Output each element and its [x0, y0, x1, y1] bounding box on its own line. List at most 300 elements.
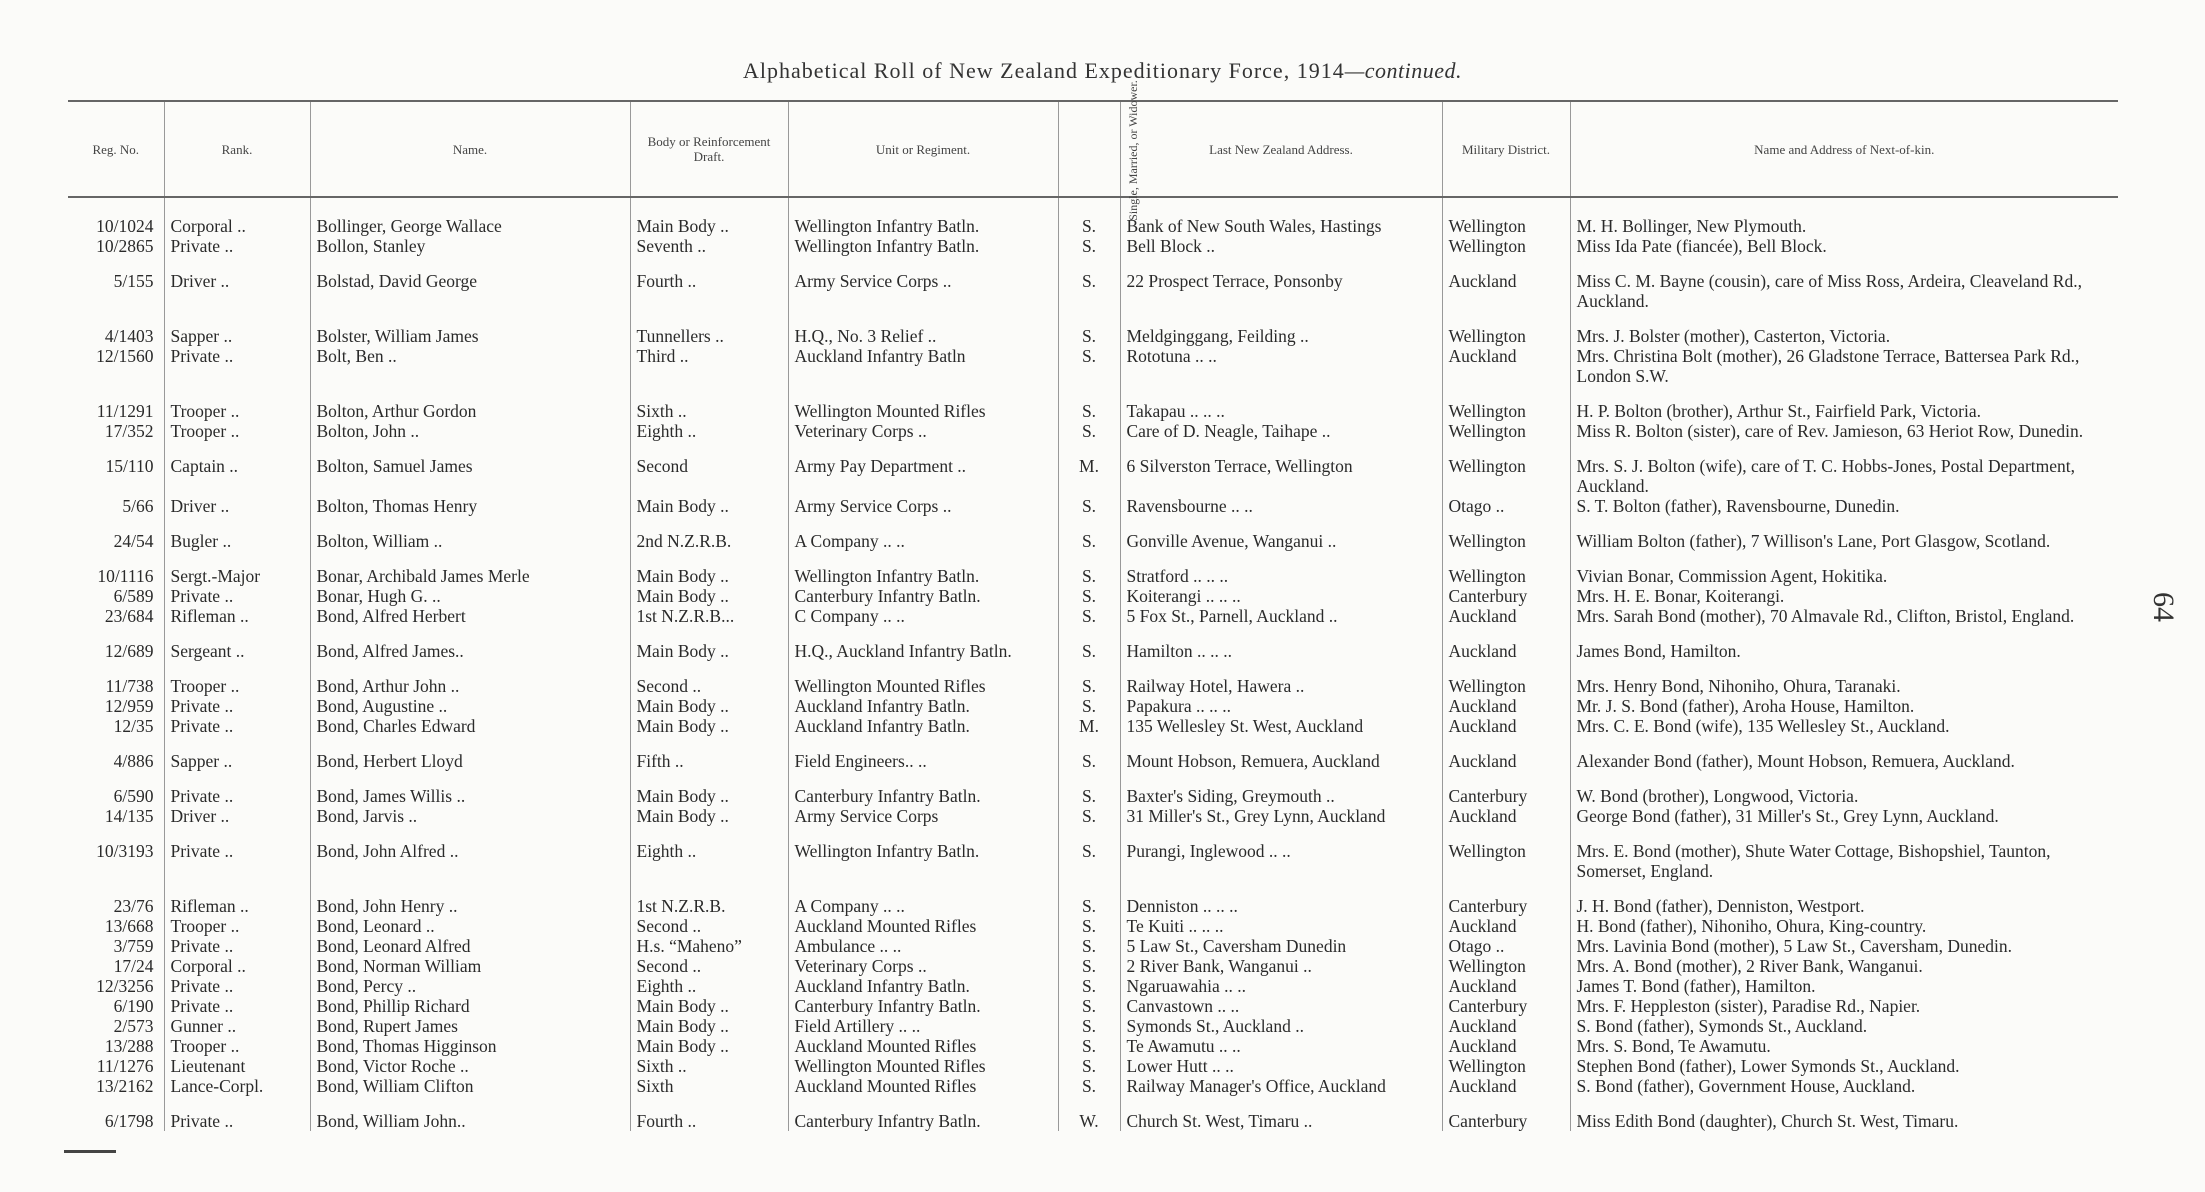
- reg-no-cell: 11/738: [105, 676, 154, 696]
- address-cell: Canvastown .. ..: [1120, 996, 1442, 1016]
- name-cell: Bond, Thomas Higginson: [310, 1036, 630, 1056]
- district-cell: Wellington: [1442, 441, 1570, 496]
- col-header-marital-label: Single, Married, or Widower.: [1125, 79, 1140, 221]
- next-of-kin-cell: William Bolton (father), 7 Willison's Lane, Port Glasgow, Scotland.: [1570, 516, 2118, 551]
- unit-cell: Auckland Infantry Batln.: [788, 976, 1058, 996]
- district-cell: Wellington: [1442, 661, 1570, 696]
- page-number: 64: [2147, 592, 2180, 622]
- name-cell: Bonar, Hugh G. ..: [310, 586, 630, 606]
- unit-cell: Auckland Mounted Rifles: [788, 1036, 1058, 1056]
- col-header-marital: [1058, 79, 1140, 221]
- reg-no-cell: 15/110: [105, 456, 154, 476]
- unit-cell: Canterbury Infantry Batln.: [788, 996, 1058, 1016]
- marital-cell: S.: [1058, 826, 1120, 881]
- unit-cell: Field Engineers.. ..: [788, 736, 1058, 771]
- name-cell: Bond, Alfred James..: [310, 626, 630, 661]
- body-cell: Second: [630, 441, 788, 496]
- rank-cell: Trooper ..: [164, 1036, 310, 1056]
- unit-cell: Army Service Corps ..: [788, 256, 1058, 311]
- rank-cell: Driver ..: [164, 496, 310, 516]
- margin-rule: [64, 1150, 116, 1153]
- next-of-kin-cell: Mrs. F. Heppleston (sister), Paradise Rd., Napier.: [1570, 996, 2118, 1016]
- marital-cell: S.: [1058, 881, 1120, 916]
- reg-no-cell: 17/24: [113, 956, 154, 976]
- unit-cell: H.Q., No. 3 Relief ..: [788, 311, 1058, 346]
- district-cell: Wellington: [1442, 551, 1570, 586]
- reg-no-cell: 12/689: [104, 641, 154, 661]
- table-row: [68, 1016, 2118, 1036]
- marital-cell: S.: [1058, 551, 1120, 586]
- rank-cell: Sergt.-Major: [164, 551, 310, 586]
- title-continued: —continued.: [1344, 58, 1463, 83]
- marital-cell: S.: [1058, 771, 1120, 806]
- body-cell: 1st N.Z.R.B.: [630, 881, 788, 916]
- name-cell: Bollon, Stanley: [310, 236, 630, 256]
- name-cell: Bond, Rupert James: [310, 1016, 630, 1036]
- body-cell: Eighth ..: [630, 421, 788, 441]
- roll-body: [68, 197, 2118, 1131]
- reg-no-cell: 10/3193: [96, 841, 154, 861]
- rank-cell: Trooper ..: [164, 386, 310, 421]
- next-of-kin-cell: Mrs. Christina Bolt (mother), 26 Gladstone Terrace, Battersea Park Rd., London S.W.: [1570, 346, 2118, 386]
- next-of-kin-cell: Alexander Bond (father), Mount Hobson, Remuera, Auckland.: [1570, 736, 2118, 771]
- name-cell: Bond, Leonard Alfred: [310, 936, 630, 956]
- name-cell: Bond, Phillip Richard: [310, 996, 630, 1016]
- body-cell: Third ..: [630, 346, 788, 386]
- roll-table: [68, 79, 2118, 1131]
- rank-cell: Corporal ..: [164, 956, 310, 976]
- district-cell: Wellington: [1442, 1056, 1570, 1076]
- marital-cell: S.: [1058, 696, 1120, 716]
- rank-cell: Bugler ..: [164, 516, 310, 551]
- next-of-kin-cell: M. H. Bollinger, New Plymouth.: [1570, 197, 2118, 236]
- next-of-kin-cell: Mrs. Sarah Bond (mother), 70 Almavale Rd., Clifton, Bristol, England.: [1570, 606, 2118, 626]
- body-cell: Main Body ..: [630, 1036, 788, 1056]
- address-cell: Ravensbourne .. ..: [1120, 496, 1442, 516]
- col-header-district: Military District.: [1442, 101, 1570, 197]
- district-cell: Auckland: [1442, 976, 1570, 996]
- col-header-name: Name.: [310, 101, 630, 197]
- address-cell: Symonds St., Auckland ..: [1120, 1016, 1442, 1036]
- body-cell: Sixth: [630, 1076, 788, 1096]
- table-row: [68, 826, 2118, 881]
- marital-cell: S.: [1058, 1016, 1120, 1036]
- table-row: [68, 586, 2118, 606]
- next-of-kin-cell: S. Bond (father), Symonds St., Auckland.: [1570, 1016, 2118, 1036]
- district-cell: Wellington: [1442, 516, 1570, 551]
- body-cell: Main Body ..: [630, 551, 788, 586]
- reg-no-cell: 11/1276: [96, 1056, 154, 1076]
- next-of-kin-cell: James T. Bond (father), Hamilton.: [1570, 976, 2118, 996]
- marital-cell: S.: [1058, 496, 1120, 516]
- district-cell: Auckland: [1442, 916, 1570, 936]
- col-header-kin: Name and Address of Next-of-kin.: [1570, 101, 2118, 197]
- rank-cell: Private ..: [164, 346, 310, 386]
- reg-no-cell: 6/190: [113, 996, 154, 1016]
- rank-cell: Private ..: [164, 696, 310, 716]
- name-cell: Bond, Norman William: [310, 956, 630, 976]
- table-row: [68, 197, 2118, 236]
- table-row: [68, 1076, 2118, 1096]
- unit-cell: Auckland Infantry Batln.: [788, 716, 1058, 736]
- address-cell: Gonville Avenue, Wanganui ..: [1120, 516, 1442, 551]
- district-cell: Canterbury: [1442, 881, 1570, 916]
- marital-cell: S.: [1058, 661, 1120, 696]
- rank-cell: Sergeant ..: [164, 626, 310, 661]
- reg-no-cell: 23/684: [104, 606, 154, 626]
- next-of-kin-cell: Mrs. Henry Bond, Nihoniho, Ohura, Taranaki.: [1570, 661, 2118, 696]
- reg-no-cell: 13/2162: [96, 1076, 154, 1096]
- marital-cell: S.: [1058, 421, 1120, 441]
- table-row: [68, 236, 2118, 256]
- marital-cell: S.: [1058, 256, 1120, 311]
- marital-cell: S.: [1058, 586, 1120, 606]
- name-cell: Bolton, Thomas Henry: [310, 496, 630, 516]
- district-cell: Auckland: [1442, 346, 1570, 386]
- name-cell: Bolstad, David George: [310, 256, 630, 311]
- address-cell: Railway Manager's Office, Auckland: [1120, 1076, 1442, 1096]
- district-cell: Auckland: [1442, 806, 1570, 826]
- marital-cell: S.: [1058, 346, 1120, 386]
- body-cell: Second ..: [630, 661, 788, 696]
- marital-cell: S.: [1058, 806, 1120, 826]
- marital-cell: S.: [1058, 386, 1120, 421]
- address-cell: Ngaruawahia .. ..: [1120, 976, 1442, 996]
- name-cell: Bollinger, George Wallace: [310, 197, 630, 236]
- unit-cell: A Company .. ..: [788, 881, 1058, 916]
- name-cell: Bolton, Arthur Gordon: [310, 386, 630, 421]
- marital-cell: S.: [1058, 936, 1120, 956]
- name-cell: Bolton, William ..: [310, 516, 630, 551]
- rank-cell: Trooper ..: [164, 916, 310, 936]
- next-of-kin-cell: Mrs. J. Bolster (mother), Casterton, Victoria.: [1570, 311, 2118, 346]
- unit-cell: Auckland Mounted Rifles: [788, 1076, 1058, 1096]
- reg-no-cell: 10/1116: [97, 566, 154, 586]
- name-cell: Bond, Percy ..: [310, 976, 630, 996]
- table-row: [68, 771, 2118, 806]
- body-cell: Sixth ..: [630, 1056, 788, 1076]
- address-cell: 5 Law St., Caversham Dunedin: [1120, 936, 1442, 956]
- reg-no-cell: 3/759: [113, 936, 154, 956]
- unit-cell: Wellington Mounted Rifles: [788, 661, 1058, 696]
- rank-cell: Gunner ..: [164, 1016, 310, 1036]
- next-of-kin-cell: George Bond (father), 31 Miller's St., Grey Lynn, Auckland.: [1570, 806, 2118, 826]
- address-cell: 2 River Bank, Wanganui ..: [1120, 956, 1442, 976]
- address-cell: Hamilton .. .. ..: [1120, 626, 1442, 661]
- body-cell: Eighth ..: [630, 826, 788, 881]
- body-cell: Main Body ..: [630, 771, 788, 806]
- next-of-kin-cell: S. T. Bolton (father), Ravensbourne, Dunedin.: [1570, 496, 2118, 516]
- rank-cell: Private ..: [164, 996, 310, 1016]
- name-cell: Bolton, Samuel James: [310, 441, 630, 496]
- address-cell: Takapau .. .. ..: [1120, 386, 1442, 421]
- unit-cell: Auckland Infantry Batln.: [788, 696, 1058, 716]
- table-row: [68, 956, 2118, 976]
- name-cell: Bond, William Clifton: [310, 1076, 630, 1096]
- rank-cell: Private ..: [164, 236, 310, 256]
- unit-cell: Army Service Corps ..: [788, 496, 1058, 516]
- rank-cell: Corporal ..: [164, 197, 310, 236]
- address-cell: 31 Miller's St., Grey Lynn, Auckland: [1120, 806, 1442, 826]
- body-cell: H.s. “Maheno”: [630, 936, 788, 956]
- body-cell: Fourth ..: [630, 1096, 788, 1131]
- col-header-unit: Unit or Regiment.: [788, 101, 1058, 197]
- table-row: [68, 936, 2118, 956]
- name-cell: Bond, Arthur John ..: [310, 661, 630, 696]
- name-cell: Bond, William John..: [310, 1096, 630, 1131]
- col-header-body: Body or Reinforcement Draft.: [630, 101, 788, 197]
- table-row: [68, 386, 2118, 421]
- unit-cell: H.Q., Auckland Infantry Batln.: [788, 626, 1058, 661]
- district-cell: Wellington: [1442, 197, 1570, 236]
- marital-cell: S.: [1058, 626, 1120, 661]
- marital-cell: M.: [1058, 441, 1120, 496]
- marital-cell: S.: [1058, 1036, 1120, 1056]
- marital-cell: M.: [1058, 716, 1120, 736]
- district-cell: Wellington: [1442, 956, 1570, 976]
- unit-cell: Canterbury Infantry Batln.: [788, 771, 1058, 806]
- address-cell: Bank of New South Wales, Hastings: [1120, 197, 1442, 236]
- unit-cell: Army Pay Department ..: [788, 441, 1058, 496]
- table-row: [68, 976, 2118, 996]
- table-row: [68, 1096, 2118, 1131]
- district-cell: Otago ..: [1442, 936, 1570, 956]
- district-cell: Auckland: [1442, 736, 1570, 771]
- name-cell: Bond, Jarvis ..: [310, 806, 630, 826]
- reg-no-cell: 6/590: [113, 786, 154, 806]
- marital-cell: S.: [1058, 516, 1120, 551]
- body-cell: Main Body ..: [630, 586, 788, 606]
- body-cell: Main Body ..: [630, 1016, 788, 1036]
- next-of-kin-cell: Mrs. C. E. Bond (wife), 135 Wellesley St., Auckland.: [1570, 716, 2118, 736]
- rank-cell: Captain ..: [164, 441, 310, 496]
- next-of-kin-cell: J. H. Bond (father), Denniston, Westport.: [1570, 881, 2118, 916]
- rank-cell: Driver ..: [164, 256, 310, 311]
- district-cell: Auckland: [1442, 716, 1570, 736]
- rank-cell: Private ..: [164, 1096, 310, 1131]
- page-title: [0, 58, 2205, 84]
- body-cell: Main Body ..: [630, 626, 788, 661]
- body-cell: Second ..: [630, 916, 788, 936]
- body-cell: Main Body ..: [630, 197, 788, 236]
- address-cell: 6 Silverston Terrace, Wellington: [1120, 441, 1442, 496]
- col-header-reg: Reg. No.: [68, 101, 164, 197]
- unit-cell: Veterinary Corps ..: [788, 956, 1058, 976]
- body-cell: 2nd N.Z.R.B.: [630, 516, 788, 551]
- rank-cell: Private ..: [164, 771, 310, 806]
- marital-cell: S.: [1058, 996, 1120, 1016]
- name-cell: Bond, John Henry ..: [310, 881, 630, 916]
- address-cell: Church St. West, Timaru ..: [1120, 1096, 1442, 1131]
- body-cell: Seventh ..: [630, 236, 788, 256]
- table-row: [68, 806, 2118, 826]
- address-cell: 5 Fox St., Parnell, Auckland ..: [1120, 606, 1442, 626]
- table-row: [68, 881, 2118, 916]
- marital-cell: S.: [1058, 1076, 1120, 1096]
- next-of-kin-cell: H. Bond (father), Nihoniho, Ohura, King-country.: [1570, 916, 2118, 936]
- reg-no-cell: 13/668: [104, 916, 154, 936]
- name-cell: Bond, Herbert Lloyd: [310, 736, 630, 771]
- body-cell: Main Body ..: [630, 696, 788, 716]
- name-cell: Bonar, Archibald James Merle: [310, 551, 630, 586]
- body-cell: Fifth ..: [630, 736, 788, 771]
- reg-no-cell: 4/1403: [104, 326, 154, 346]
- reg-no-cell: 6/1798: [104, 1111, 154, 1131]
- marital-cell: S.: [1058, 736, 1120, 771]
- table-row: [68, 421, 2118, 441]
- rank-cell: Private ..: [164, 586, 310, 606]
- address-cell: Stratford .. .. ..: [1120, 551, 1442, 586]
- reg-no-cell: 5/155: [113, 271, 154, 291]
- district-cell: Wellington: [1442, 386, 1570, 421]
- next-of-kin-cell: Miss C. M. Bayne (cousin), care of Miss Ross, Ardeira, Cleaveland Rd., Auckland.: [1570, 256, 2118, 311]
- next-of-kin-cell: Miss Ida Pate (fiancée), Bell Block.: [1570, 236, 2118, 256]
- rank-cell: Private ..: [164, 716, 310, 736]
- marital-cell: S.: [1058, 956, 1120, 976]
- reg-no-cell: 2/573: [113, 1016, 154, 1036]
- table-row: [68, 441, 2118, 496]
- address-cell: Te Awamutu .. ..: [1120, 1036, 1442, 1056]
- reg-no-cell: 12/1560: [96, 346, 154, 366]
- reg-no-cell: 14/135: [104, 806, 154, 826]
- rank-cell: Private ..: [164, 976, 310, 996]
- table-row: [68, 256, 2118, 311]
- next-of-kin-cell: S. Bond (father), Government House, Auckland.: [1570, 1076, 2118, 1096]
- unit-cell: Veterinary Corps ..: [788, 421, 1058, 441]
- name-cell: Bond, Augustine ..: [310, 696, 630, 716]
- body-cell: Fourth ..: [630, 256, 788, 311]
- district-cell: Canterbury: [1442, 996, 1570, 1016]
- address-cell: Mount Hobson, Remuera, Auckland: [1120, 736, 1442, 771]
- name-cell: Bond, John Alfred ..: [310, 826, 630, 881]
- next-of-kin-cell: Vivian Bonar, Commission Agent, Hokitika.: [1570, 551, 2118, 586]
- body-cell: Sixth ..: [630, 386, 788, 421]
- table-row: [68, 516, 2118, 551]
- next-of-kin-cell: Miss Edith Bond (daughter), Church St. West, Timaru.: [1570, 1096, 2118, 1131]
- body-cell: Main Body ..: [630, 996, 788, 1016]
- table-row: [68, 716, 2118, 736]
- marital-cell: W.: [1058, 1096, 1120, 1131]
- name-cell: Bolster, William James: [310, 311, 630, 346]
- marital-cell: S.: [1058, 1056, 1120, 1076]
- unit-cell: Wellington Infantry Batln.: [788, 551, 1058, 586]
- title-text: Alphabetical Roll of New Zealand Expeditionary Force, 1914: [742, 58, 1345, 83]
- rank-cell: Lieutenant: [164, 1056, 310, 1076]
- name-cell: Bond, Victor Roche ..: [310, 1056, 630, 1076]
- rank-cell: Private ..: [164, 936, 310, 956]
- marital-cell: S.: [1058, 976, 1120, 996]
- body-cell: Main Body ..: [630, 806, 788, 826]
- body-cell: Tunnellers ..: [630, 311, 788, 346]
- table-row: [68, 496, 2118, 516]
- next-of-kin-cell: Stephen Bond (father), Lower Symonds St., Auckland.: [1570, 1056, 2118, 1076]
- unit-cell: Auckland Mounted Rifles: [788, 916, 1058, 936]
- address-cell: Meldginggang, Feilding ..: [1120, 311, 1442, 346]
- body-cell: Main Body ..: [630, 496, 788, 516]
- district-cell: Canterbury: [1442, 586, 1570, 606]
- reg-no-cell: 11/1291: [96, 401, 154, 421]
- name-cell: Bolton, John ..: [310, 421, 630, 441]
- address-cell: Koiterangi .. .. ..: [1120, 586, 1442, 606]
- district-cell: Canterbury: [1442, 771, 1570, 806]
- district-cell: Auckland: [1442, 1016, 1570, 1036]
- marital-cell: S.: [1058, 606, 1120, 626]
- marital-cell: S.: [1058, 236, 1120, 256]
- district-cell: Auckland: [1442, 256, 1570, 311]
- unit-cell: Field Artillery .. ..: [788, 1016, 1058, 1036]
- next-of-kin-cell: H. P. Bolton (brother), Arthur St., Fairfield Park, Victoria.: [1570, 386, 2118, 421]
- reg-no-cell: 5/66: [122, 496, 154, 516]
- unit-cell: Canterbury Infantry Batln.: [788, 1096, 1058, 1131]
- body-cell: Eighth ..: [630, 976, 788, 996]
- unit-cell: Wellington Mounted Rifles: [788, 386, 1058, 421]
- rank-cell: Driver ..: [164, 806, 310, 826]
- reg-no-cell: 10/2865: [96, 236, 154, 256]
- address-cell: Railway Hotel, Hawera ..: [1120, 661, 1442, 696]
- address-cell: Lower Hutt .. ..: [1120, 1056, 1442, 1076]
- unit-cell: Canterbury Infantry Batln.: [788, 586, 1058, 606]
- next-of-kin-cell: Mr. J. S. Bond (father), Aroha House, Hamilton.: [1570, 696, 2118, 716]
- rank-cell: Sapper ..: [164, 311, 310, 346]
- table-row: [68, 661, 2118, 696]
- address-cell: Bell Block ..: [1120, 236, 1442, 256]
- reg-no-cell: 12/3256: [96, 976, 154, 996]
- address-cell: Rototuna .. ..: [1120, 346, 1442, 386]
- reg-no-cell: 17/352: [104, 421, 154, 441]
- district-cell: Auckland: [1442, 626, 1570, 661]
- table-row: [68, 1036, 2118, 1056]
- next-of-kin-cell: Mrs. H. E. Bonar, Koiterangi.: [1570, 586, 2118, 606]
- district-cell: Wellington: [1442, 236, 1570, 256]
- address-cell: 135 Wellesley St. West, Auckland: [1120, 716, 1442, 736]
- rank-cell: Rifleman ..: [164, 881, 310, 916]
- district-cell: Wellington: [1442, 311, 1570, 346]
- address-cell: Care of D. Neagle, Taihape ..: [1120, 421, 1442, 441]
- table-row: [68, 696, 2118, 716]
- rank-cell: Trooper ..: [164, 661, 310, 696]
- rank-cell: Private ..: [164, 826, 310, 881]
- table-row: [68, 996, 2118, 1016]
- district-cell: Otago ..: [1442, 496, 1570, 516]
- table-row: [68, 311, 2118, 346]
- unit-cell: Army Service Corps: [788, 806, 1058, 826]
- table-row: [68, 346, 2118, 386]
- table-row: [68, 916, 2118, 936]
- table-row: [68, 551, 2118, 586]
- next-of-kin-cell: James Bond, Hamilton.: [1570, 626, 2118, 661]
- body-cell: Second ..: [630, 956, 788, 976]
- address-cell: Te Kuiti .. .. ..: [1120, 916, 1442, 936]
- marital-cell: S.: [1058, 197, 1120, 236]
- district-cell: Canterbury: [1442, 1096, 1570, 1131]
- next-of-kin-cell: Miss R. Bolton (sister), care of Rev. Jamieson, 63 Heriot Row, Dunedin.: [1570, 421, 2118, 441]
- col-header-rank: Rank.: [164, 101, 310, 197]
- unit-cell: A Company .. ..: [788, 516, 1058, 551]
- unit-cell: Wellington Infantry Batln.: [788, 197, 1058, 236]
- next-of-kin-cell: Mrs. E. Bond (mother), Shute Water Cottage, Bishopshiel, Taunton, Somerset, England.: [1570, 826, 2118, 881]
- reg-no-cell: 4/886: [113, 751, 154, 771]
- name-cell: Bond, Charles Edward: [310, 716, 630, 736]
- address-cell: Papakura .. .. ..: [1120, 696, 1442, 716]
- table-row: [68, 736, 2118, 771]
- table-row: [68, 626, 2118, 661]
- next-of-kin-cell: Mrs. Lavinia Bond (mother), 5 Law St., Caversham, Dunedin.: [1570, 936, 2118, 956]
- name-cell: Bolt, Ben ..: [310, 346, 630, 386]
- district-cell: Auckland: [1442, 1076, 1570, 1096]
- unit-cell: C Company .. ..: [788, 606, 1058, 626]
- address-cell: Baxter's Siding, Greymouth ..: [1120, 771, 1442, 806]
- address-cell: 22 Prospect Terrace, Ponsonby: [1120, 256, 1442, 311]
